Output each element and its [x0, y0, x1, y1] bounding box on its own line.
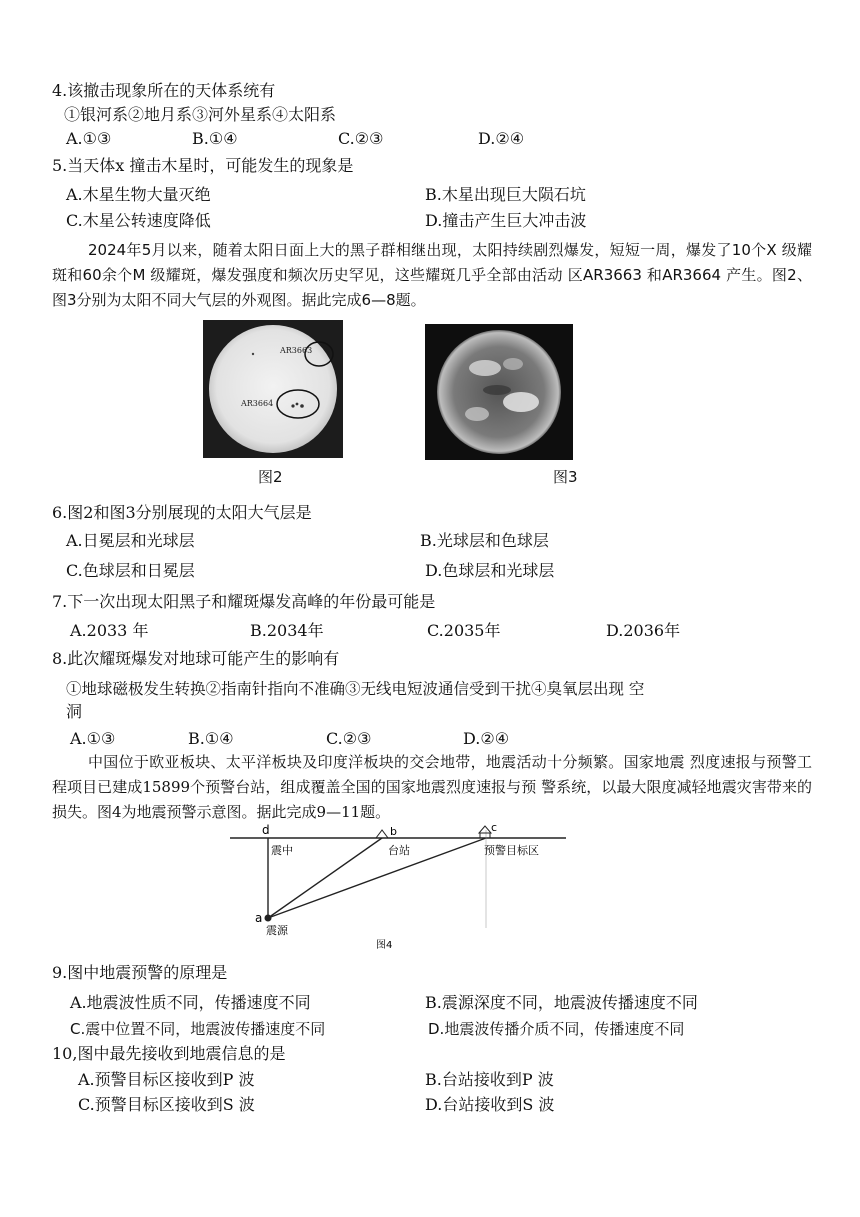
label-focus: 震源 — [266, 924, 288, 937]
label-c: c — [491, 821, 498, 834]
q8-option-b: B.①④ — [188, 729, 234, 748]
label-ar3663: AR3663 — [280, 346, 313, 355]
label-d: d — [262, 823, 270, 837]
passage-solar-flares: 2024年5月以来，随着太阳日面上大的黑子群相继出现，太阳持续剧烈爆发，短短一周，爆发了10个X 级耀斑和60余个M 级耀斑，爆发强度和频次历史罕见，这些耀斑几乎全部由活动 区AR3663 和AR3664 产生。图2、图3分别为太阳不同大气层的外观图。据此完成6—8题。 — [52, 241, 812, 309]
passage-earthquake-warning: 中国位于欧亚板块、太平洋板块及印度洋板块的交会地带，地震活动十分频繁。国家地震 烈度速报与预警工程项目已建成15899个预警台站，组成覆盖全国的国家地震烈度速报与预 警系统，以最大限度减轻地震灾害带来的损失。图4为地震预警示意图。据此完成9—11题。 — [52, 753, 812, 821]
label-epicenter: 震中 — [271, 844, 293, 857]
q7-stem: 7.下一次出现太阳黑子和耀斑爆发高峰的年份最可能是 — [52, 592, 436, 611]
q9-option-b: B.震源深度不同，地震波传播速度不同 — [425, 993, 698, 1012]
q8-option-a: A.①③ — [70, 729, 116, 748]
q4-option-b: B.①④ — [192, 129, 238, 148]
figure-4-earthquake-warning-diagram — [228, 818, 568, 954]
q9-option-d: D.地震波传播介质不同，传播速度不同 — [428, 1020, 685, 1038]
q5-stem: 5.当天体x 撞击木星时，可能发生的现象是 — [52, 156, 354, 175]
q10-option-b: B.台站接收到P 波 — [425, 1070, 554, 1089]
q9-option-c: C.震中位置不同，地震波传播速度不同 — [70, 1020, 326, 1038]
q7-option-b: B.2034年 — [250, 621, 324, 640]
q10-option-c: C.预警目标区接收到S 波 — [78, 1095, 255, 1114]
q4-stem: 4.该撤击现象所在的天体系统有 — [52, 81, 276, 100]
q4-items: ①银河系②地月系③河外星系④太阳系 — [64, 105, 337, 124]
q6-option-c: C.色球层和日冕层 — [66, 561, 195, 580]
q5-option-d: D.撞击产生巨大冲击波 — [425, 211, 587, 230]
q4-option-c: C.②③ — [338, 129, 384, 148]
figure-3-caption: 图3 — [553, 468, 578, 486]
q7-option-c: C.2035年 — [427, 621, 501, 640]
q4-option-a: A.①③ — [66, 129, 112, 148]
q10-stem: 10,图中最先接收到地震信息的是 — [52, 1044, 286, 1063]
figure-3-chromosphere-image — [425, 324, 573, 460]
q6-option-b: B.光球层和色球层 — [420, 531, 549, 550]
figure-2-caption: 图2 — [258, 468, 283, 486]
figure-2-photosphere-image — [203, 320, 343, 458]
q7-option-d: D.2036年 — [606, 621, 681, 640]
q8-stem: 8.此次耀斑爆发对地球可能产生的影响有 — [52, 649, 340, 668]
q6-option-d: D.色球层和光球层 — [425, 561, 555, 580]
q7-option-a: A.2033 年 — [70, 621, 149, 640]
q6-stem: 6.图2和图3分别展现的太阳大气层是 — [52, 503, 312, 522]
q9-stem: 9.图中地震预警的原理是 — [52, 963, 228, 982]
q4-option-d: D.②④ — [478, 129, 525, 148]
q5-option-b: B.木星出现巨大陨石坑 — [425, 185, 586, 204]
label-ar3664: AR3664 — [241, 399, 274, 408]
figure-4-caption: 图4 — [376, 940, 393, 951]
q6-option-a: A.日冕层和光球层 — [66, 531, 195, 550]
q5-option-c: C.木星公转速度降低 — [66, 211, 211, 230]
q9-option-a: A.地震波性质不同，传播速度不同 — [70, 993, 311, 1012]
q10-option-d: D.台站接收到S 波 — [425, 1095, 555, 1114]
q8-items: ①地球磁极发生转换②指南针指向不准确③无线电短波通信受到干扰④臭氧层出现 空 — [66, 680, 645, 698]
q5-option-a: A.木星生物大量灭绝 — [66, 185, 211, 204]
q8-option-d: D.②④ — [463, 729, 510, 748]
label-station: 台站 — [388, 844, 410, 857]
q10-option-a: A.预警目标区接收到P 波 — [78, 1070, 255, 1089]
label-b: b — [390, 825, 397, 838]
q8-items-cont: 洞 — [66, 702, 83, 721]
label-target-area: 预警目标区 — [484, 844, 539, 857]
q8-option-c: C.②③ — [326, 729, 372, 748]
label-a: a — [255, 911, 263, 925]
